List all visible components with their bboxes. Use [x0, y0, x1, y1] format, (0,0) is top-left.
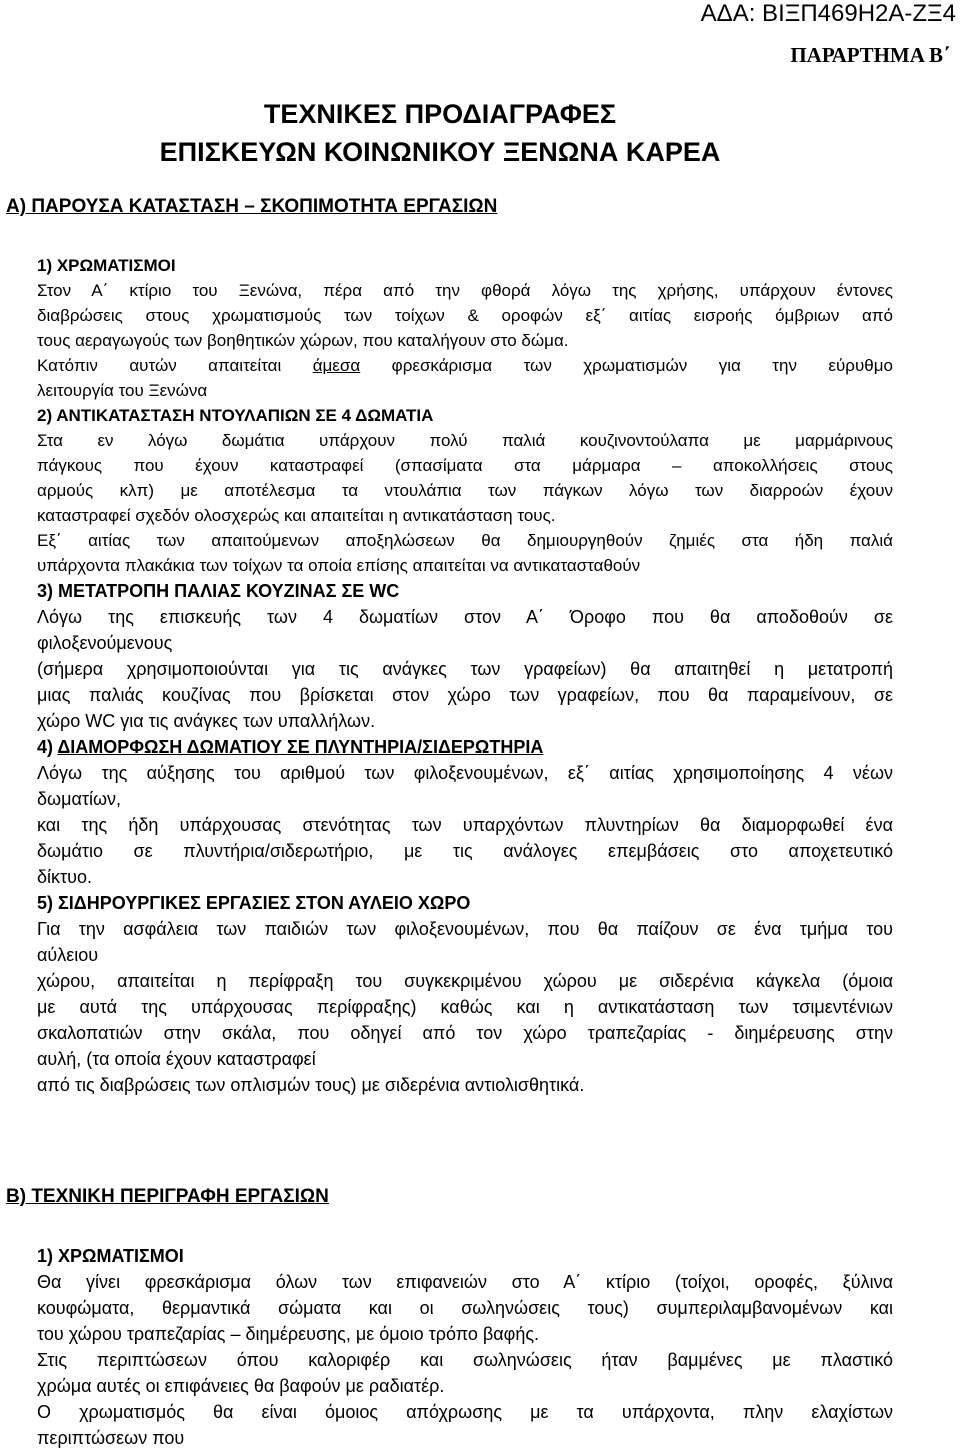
- text-run: Κατόπιν αυτών απαιτείται: [37, 356, 282, 375]
- emphasis-underlined: άμεσα: [312, 356, 361, 375]
- section-a-heading: Α) ΠΑΡΟΥΣΑ ΚΑΤΑΣΤΑΣΗ – ΣΚΟΠΙΜΟΤΗΤΑ ΕΡΓΑΣΙΩΝ: [6, 196, 498, 217]
- paragraph-line: Ο χρωματισμός θα είναι όμοιος απόχρωσης με τα υπάρχοντα, πλην ελαχίστων: [37, 1402, 893, 1422]
- document-title: [0, 95, 880, 171]
- paragraph-line: του χώρου τραπεζαρίας – διημέρευσης, με όμοιο τρόπο βαφής.: [37, 1324, 540, 1344]
- paragraph-line: χώρο WC για τις ανάγκες των υπαλλήλων.: [37, 711, 376, 731]
- paragraph-line: πάγκους που έχουν καταστραφεί (σπασίματα στα μάρμαρα – αποκολλήσεις στους: [37, 456, 893, 475]
- paragraph-line: με αυτά της υπάρχουσας περίφραξης) καθώς και η αντικατάσταση των τσιμεντένιων: [37, 997, 893, 1017]
- paragraph-line: καταστραφεί σχεδόν ολοσχερώς και απαιτείται η αντικατάσταση τους.: [37, 506, 556, 525]
- paragraph-line: φιλοξενούμενους: [37, 633, 173, 653]
- title-line-2: ΕΠΙΣΚΕΥΩΝ ΚΟΙΝΩΝΙΚΟΥ ΞΕΝΩΝΑ ΚΑΡΕΑ: [159, 137, 721, 167]
- paragraph-line: δίκτυο.: [37, 867, 92, 887]
- paragraph-line: αύλειου: [37, 945, 99, 965]
- heading-number: 4): [37, 737, 58, 757]
- section-b-heading: Β) ΤΕΧΝΙΚΗ ΠΕΡΙΓΡΑΦΗ ΕΡΓΑΣΙΩΝ: [6, 1186, 329, 1207]
- a3-heading: 3) ΜΕΤΑΤΡΟΠΗ ΠΑΛΙΑΣ ΚΟΥΖΙΝΑΣ ΣΕ WC: [37, 581, 400, 601]
- paragraph-line: χώρου, απαιτείται η περίφραξη του συγκεκριμένου χώρου με σιδερένια κάγκελα (όμοια: [37, 971, 893, 991]
- annex-label: ΠΑΡΑΡΤΗΜΑ Β΄: [790, 43, 950, 67]
- paragraph-line: Λόγω της επισκευής των 4 δωματίων στον Α΄ Όροφο που θα αποδοθούν σε: [37, 607, 893, 627]
- section-a-body: [37, 253, 893, 1098]
- title-line-1: ΤΕΧΝΙΚΕΣ ΠΡΟΔΙΑΓΡΑΦΕΣ: [263, 99, 617, 129]
- paragraph-line: διαβρώσεις στους χρωματισμούς των τοίχων & οροφών εξ΄ αιτίας εισροής όμβριων από: [37, 306, 893, 325]
- paragraph-line: Λόγω της αύξησης του αριθμού των φιλοξενουμένων, εξ΄ αιτίας χρησιμοποίησης 4 νέων: [37, 763, 893, 783]
- a5-heading: 5) ΣΙΔΗΡΟΥΡΓΙΚΕΣ ΕΡΓΑΣΙΕΣ ΣΤΟΝ ΑΥΛΕΙΟ ΧΩΡΟ: [37, 893, 471, 913]
- paragraph-line: από τις διαβρώσεις των οπλισμών τους) με σιδερένια αντιολισθητικά.: [37, 1075, 585, 1095]
- paragraph-line: υπάρχοντα πλακάκια των τοίχων τα οποία επίσης απαιτείται να αντικατασταθούν: [37, 556, 641, 575]
- a4-heading: [37, 734, 893, 760]
- paragraph-line: τους αεραγωγούς των βοηθητικών χώρων, που καταλήγουν στο δώμα.: [37, 331, 569, 350]
- b1-heading: 1) ΧΡΩΜΑΤΙΣΜΟΙ: [37, 1246, 184, 1266]
- paragraph-line: λειτουργία του Ξενώνα: [37, 381, 208, 400]
- paragraph-line: αυλή, (τα οποία έχουν καταστραφεί: [37, 1049, 316, 1069]
- paragraph-line: περιπτώσεων που: [37, 1428, 185, 1448]
- paragraph-line: χρώμα αυτές οι επιφάνειες θα βαφούν με ραδιατέρ.: [37, 1376, 445, 1396]
- paragraph-line: δωμάτιο σε πλυντήρια/σιδερωτήριο, με τις ανάλογες επεμβάσεις στο αποχετευτικό: [37, 841, 893, 861]
- paragraph-line: Στις περιπτώσεων όπου καλοριφέρ και σωληνώσεις ήταν βαμμένες με πλαστικό: [37, 1350, 893, 1370]
- paragraph-line: αρμούς κλπ) με αποτέλεσμα τα ντουλάπια των πάγκων λόγω των διαρροών έχουν: [37, 481, 893, 500]
- paragraph-line: Για την ασφάλεια των παιδιών των φιλοξενουμένων, που θα παίζουν σε ένα τμήμα του: [37, 919, 893, 939]
- section-b-body: [37, 1243, 893, 1451]
- paragraph-line: Στα εν λόγω δωμάτια υπάρχουν πολύ παλιά κουζινοντούλαπα με μαρμάρινους: [37, 431, 893, 450]
- paragraph-line: Θα γίνει φρεσκάρισμα όλων των επιφανειών στο Α΄ κτίριο (τοίχοι, οροφές, ξύλινα: [37, 1272, 893, 1292]
- a1-heading: 1) ΧΡΩΜΑΤΙΣΜΟΙ: [37, 256, 176, 275]
- paragraph-line: κουφώματα, θερμαντικά σώματα και οι σωληνώσεις τους) συμπεριλαμβανομένων και: [37, 1298, 893, 1318]
- paragraph-line: Εξ΄ αιτίας των απαιτούμενων αποξηλώσεων θα δημιουργηθούν ζημιές στα ήδη παλιά: [37, 531, 893, 550]
- paragraph-line: και της ήδη υπάρχουσας στενότητας των υπαρχόντων πλυντηρίων θα διαμορφωθεί ένα: [37, 815, 893, 835]
- paragraph-line: (σήμερα χρησιμοποιούνται για τις ανάγκες των γραφείων) θα απαιτηθεί η μετατροπή: [37, 659, 893, 679]
- text-run: φρεσκάρισμα των χρωματισμών για την εύρυθμο: [391, 356, 893, 375]
- paragraph-line: Στον Α΄ κτίριο του Ξενώνα, πέρα από την φθορά λόγω της χρήσης, υπάρχουν έντονες: [37, 281, 893, 300]
- paragraph-line: δωματίων,: [37, 789, 122, 809]
- a2-heading: 2) ΑΝΤΙΚΑΤΑΣΤΑΣΗ ΝΤΟΥΛΑΠΙΩΝ ΣΕ 4 ΔΩΜΑΤΙΑ: [37, 406, 434, 425]
- paragraph-line: [37, 353, 893, 378]
- paragraph-line: μιας παλιάς κουζίνας που βρίσκεται στον χώρο των γραφείων, που θα παραμείνουν, σε: [37, 685, 893, 705]
- ada-code: ΑΔΑ: ΒΙΞΠ469Η2Α-ΖΞ4: [700, 0, 956, 27]
- heading-text: ΔΙΑΜΟΡΦΩΣΗ ΔΩΜΑΤΙΟΥ ΣΕ ΠΛΥΝΤΗΡΙΑ/ΣΙΔΕΡΩΤΗΡΙΑ: [57, 737, 544, 757]
- paragraph-line: σκαλοπατιών στην σκάλα, που οδηγεί από τον χώρο τραπεζαρίας - διημέρευσης στην: [37, 1023, 893, 1043]
